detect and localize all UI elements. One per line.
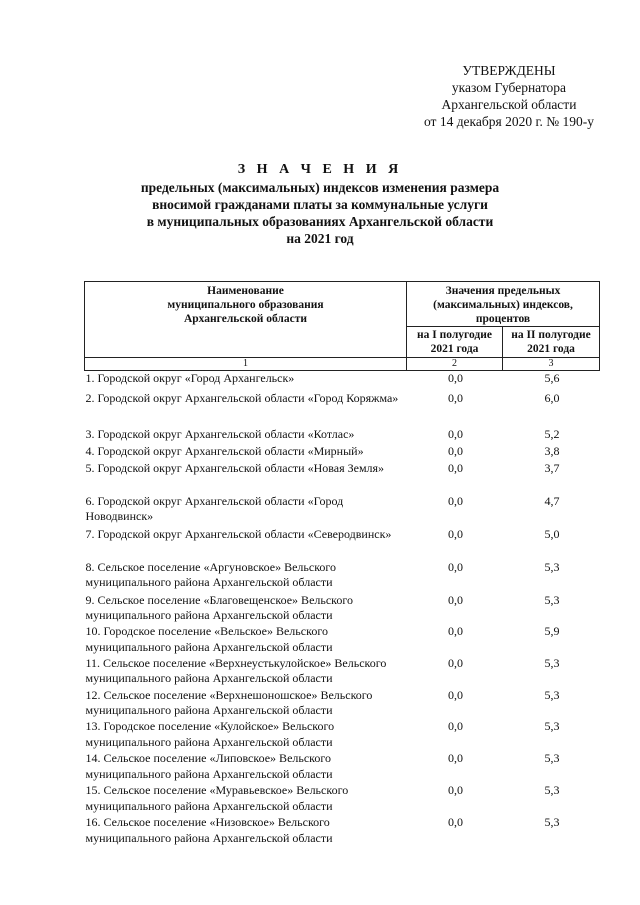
second-half-value-cell: 3,8 [544,443,560,458]
table-row [85,461,600,494]
municipality-name-cell: 4. Городской округ Архангельской области «Мирный» [85,443,364,458]
approval-line-date: от 14 декабря 2020 г. № 190-у [423,114,594,129]
header-text-line: 2021 года [430,343,479,355]
column-header-second-half [503,327,600,358]
second-half-value-cell: 5,3 [544,559,560,574]
approval-line-region: Архангельской области [441,97,577,112]
municipality-name-cell: 15. Сельское поселение «Муравьевское» Вельского муниципального района Архангельской области [85,782,349,813]
header-text-line: на I полугодие [417,329,492,341]
table-row [85,560,600,593]
first-half-value-cell: 0,0 [448,592,463,607]
column-number: 2 [407,358,503,371]
document-subtitle-line: на 2021 год [286,231,354,246]
second-half-value-cell: 6,0 [544,390,560,405]
second-half-value-cell: 3,7 [544,460,560,475]
table-row [85,751,600,783]
table-row [85,656,600,688]
header-text-line: 2021 года [527,343,575,355]
approval-line-decree: указом Губернатора [451,80,567,95]
municipality-name-cell: 10. Городское поселение «Вельское» Вельского муниципального района Архангельской области [85,624,333,654]
table-row [85,527,600,560]
header-text-line: муниципального образования [167,299,324,311]
column-number: 1 [85,358,407,371]
header-text-line: на II полугодие [511,329,591,341]
municipality-name-cell: 13. Городское поселение «Кулойское» Вельского муниципального района Архангельской области [85,719,335,750]
municipality-name-cell: 2. Городской округ Архангельской области «Город Коряжма» [85,390,399,405]
first-half-value-cell: 0,0 [448,687,463,702]
municipality-name-cell: 7. Городской округ Архангельской области «Северодвинск» [85,526,392,541]
header-text-line: Наименование [207,285,284,297]
first-half-value-cell: 0,0 [448,526,463,541]
header-text-line: процентов [475,313,531,325]
document-subtitle-line: вносимой гражданами платы за коммунальные услуги [152,197,488,212]
second-half-value-cell: 5,3 [544,814,560,829]
second-half-value-cell: 5,2 [544,426,560,441]
first-half-value-cell: 0,0 [448,443,463,458]
municipality-name-cell: 3. Городской округ Архангельской области «Котлас» [85,426,355,441]
table-row [85,371,600,391]
second-half-value-cell: 5,3 [544,750,560,765]
first-half-value-cell: 0,0 [448,655,463,670]
table-row [85,444,600,461]
first-half-value-cell: 0,0 [448,719,463,734]
table-row [85,624,600,656]
municipality-name-cell: 1. Городской округ «Город Архангельск» [85,371,295,385]
table-row [85,391,600,427]
first-half-value-cell: 0,0 [448,750,463,765]
column-number-row [85,358,600,371]
approval-stamp [424,62,594,130]
first-half-value-cell: 0,0 [448,390,463,405]
second-half-value-cell: 5,6 [544,371,560,385]
table-row [85,427,600,444]
second-half-value-cell: 5,3 [544,782,560,797]
header-text-line: Архангельской области [183,313,307,325]
table-row [85,688,600,720]
second-half-value-cell: 5,3 [544,592,560,607]
column-header-first-half [407,327,503,358]
table-row [85,719,600,751]
column-header-municipality [85,282,407,358]
table-row [85,815,600,847]
second-half-value-cell: 5,3 [544,687,560,702]
municipality-name-cell: 16. Сельское поселение «Низовское» Вельского муниципального района Архангельской области [85,814,333,845]
header-text-line: (максимальных) индексов, [433,299,573,311]
approval-line-approved: УТВЕРЖДЕНЫ [462,63,556,78]
document-subtitle-line: в муниципальных образованиях Архангельской области [146,214,494,229]
municipality-name-cell: 5. Городской округ Архангельской области «Новая Земля» [85,460,385,475]
first-half-value-cell: 0,0 [448,559,463,574]
municipality-name-cell: 9. Сельское поселение «Благовещенское» Вельского муниципального района Архангельской области [85,592,354,623]
second-half-value-cell: 5,3 [544,719,560,734]
column-number: 3 [503,358,600,371]
index-values-table [84,281,600,847]
second-half-value-cell: 5,0 [544,526,560,541]
table-row [85,494,600,527]
municipality-name-cell: 11. Сельское поселение «Верхнеустькулойское» Вельского муниципального района Архангельской области [85,655,387,686]
document-subtitle-line: предельных (максимальных) индексов изменения размера [140,180,500,195]
column-header-index-values [407,282,600,327]
first-half-value-cell: 0,0 [448,460,463,475]
first-half-value-cell: 0,0 [448,814,463,829]
second-half-value-cell: 4,7 [544,493,560,508]
table-row [85,783,600,815]
second-half-value-cell: 5,3 [544,655,560,670]
header-text-line: Значения предельных [445,285,561,297]
document-title: З Н А Ч Е Н И Я [237,162,403,177]
municipality-name-cell: 12. Сельское поселение «Верхнешоношское» Вельского муниципального района Архангельской области [85,687,373,718]
table-row [85,593,600,625]
first-half-value-cell: 0,0 [448,782,463,797]
first-half-value-cell: 0,0 [448,371,463,385]
first-half-value-cell: 0,0 [448,493,463,508]
municipality-name-cell: 14. Сельское поселение «Липовское» Вельского муниципального района Архангельской области [85,750,333,781]
municipality-name-cell: 8. Сельское поселение «Аргуновское» Вельского муниципального района Архангельской области [85,559,337,590]
second-half-value-cell: 5,9 [544,624,560,639]
first-half-value-cell: 0,0 [448,624,463,639]
first-half-value-cell: 0,0 [448,426,463,441]
document-heading [0,160,640,247]
municipality-name-cell: 6. Городской округ Архангельской области «Город Новодвинск» [85,493,344,524]
